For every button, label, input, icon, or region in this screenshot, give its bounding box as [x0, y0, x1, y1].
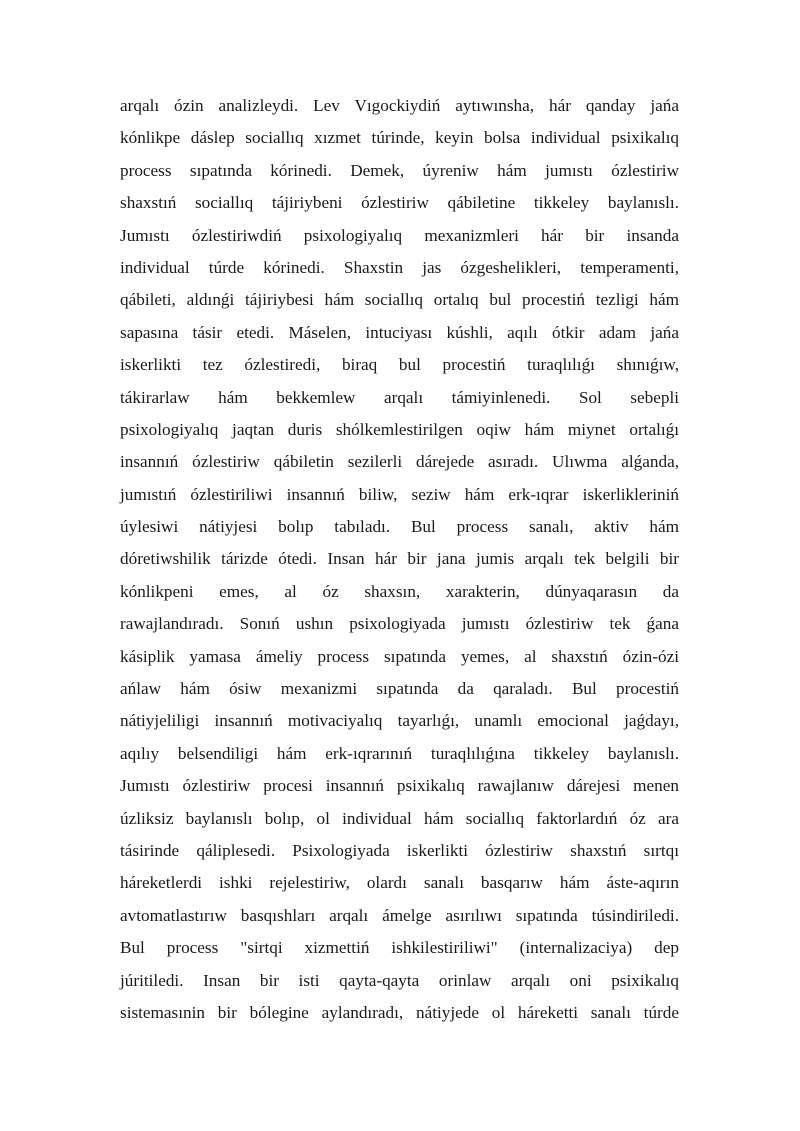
- text-line: individual túrde kórinedi. Shaxstin jas ózgeshelikleri, temperamenti,: [120, 257, 679, 277]
- text-line: aqılıy belsendiligi hám erk-ıqrarınıń turaqlılıǵına tikkeley baylanıslı.: [120, 743, 679, 763]
- text-line: tásirinde qáliplesedi. Psixologiyada iskerlikti ózlestiriw shaxstıń sırtqı: [120, 840, 679, 860]
- text-line: Bul process "sirtqi xizmettiń ishkilestiriliwi" (internalizaciya) dep: [120, 938, 679, 958]
- text-line: kónlikpeni emes, al óz shaxsın, xarakterin, dúnyaqarasın da: [120, 581, 679, 601]
- text-line: psixologiyalıq jaqtan duris shólkemlestirilgen oqiw hám miynet ortalıǵı: [120, 419, 679, 439]
- text-line: insannıń ózlestiriw qábiletin sezilerli dárejede asıradı. Ulıwma alǵanda,: [120, 452, 679, 472]
- text-line: Jumıstı ózlestiriwdiń psixologiyalıq mexanizmleri hár bir insanda: [120, 225, 679, 245]
- text-line: dóretiwshilik tárizde ótedi. Insan hár bir jana jumis arqalı tek belgili bir: [120, 549, 679, 569]
- text-line: Jumıstı ózlestiriw procesi insannıń psixikalıq rawajlanıw dárejesi menen: [120, 776, 679, 796]
- text-line: avtomatlastırıw basqıshları arqalı ámelge asırılıwı sıpatında túsindiriledi.: [120, 905, 679, 925]
- text-line: ańlaw hám ósiw mexanizmi sıpatında da qaraladı. Bul procestiń: [120, 679, 679, 699]
- text-line: júritiledi. Insan bir isti qayta-qayta orinlaw arqalı oni psixikalıq: [120, 970, 679, 990]
- text-line: sapasına tásir etedi. Máselen, intuciyası kúshli, aqılı ótkir adam jańa: [120, 322, 679, 342]
- text-line: rawajlandıradı. Sonıń ushın psixologiyada jumıstı ózlestiriw tek ǵana: [120, 614, 679, 634]
- text-line: nátiyjeliligi insannıń motivaciyalıq tayarlıǵı, unamlı emocional jaǵdayı,: [120, 711, 679, 731]
- text-line: process sıpatında kórinedi. Demek, úyreniw hám jumıstı ózlestiriw: [120, 160, 679, 180]
- text-line: sistemasınin bir bólegine aylandıradı, nátiyjede ol háreketti sanalı túrde: [120, 1002, 679, 1022]
- document-page: [120, 90, 679, 1029]
- text-line: kónlikpe dáslep sociallıq xızmet túrinde, keyin bolsa individual psixikalıq: [120, 128, 679, 148]
- text-line: arqalı ózin analizleydi. Lev Vıgockiydiń aytıwınsha, hár qanday jańa: [120, 96, 679, 115]
- text-line: tákirarlaw hám bekkemlew arqalı támiyinlenedi. Sol sebepli: [120, 387, 679, 407]
- text-line: úzliksiz baylanıslı bolıp, ol individual hám sociallıq faktorlardıń óz ara: [120, 808, 679, 828]
- text-line: qábileti, aldınǵi tájiriybesi hám sociallıq ortalıq bul procestiń tezligi hám: [120, 290, 679, 310]
- text-line: shaxstıń sociallıq tájiriybeni ózlestiriw qábiletine tikkeley baylanıslı.: [120, 193, 679, 213]
- text-line: iskerlikti tez ózlestiredi, biraq bul procestiń turaqlılıǵı shınıǵıw,: [120, 355, 679, 375]
- text-line: jumıstıń ózlestiriliwi insannıń biliw, seziw hám erk-ıqrar iskerlikleriniń: [120, 484, 679, 504]
- text-line: úylesiwi nátiyjesi bolıp tabıladı. Bul process sanalı, aktiv hám: [120, 517, 679, 537]
- text-line: kásiplik yamasa ámeliy process sıpatında yemes, al shaxstıń ózin-ózi: [120, 646, 679, 666]
- text-line: háreketlerdi ishki rejelestiriw, olardı sanalı basqarıw hám áste-aqırın: [120, 873, 679, 893]
